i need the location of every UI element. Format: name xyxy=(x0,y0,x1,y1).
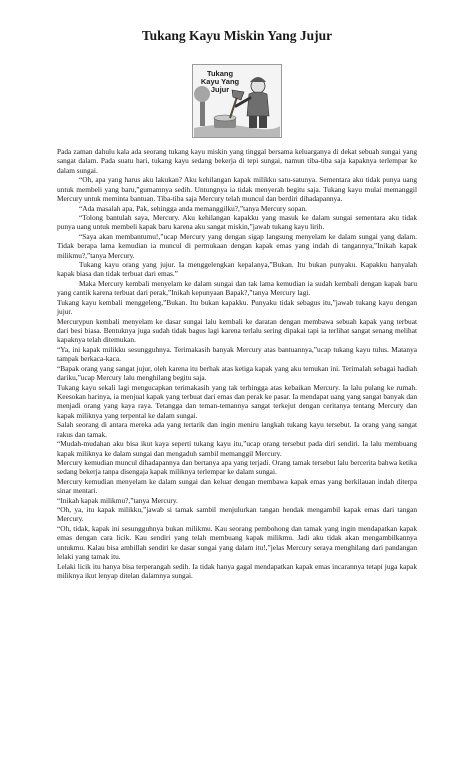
story-paragraph: Pada zaman dahulu kala ada seorang tukang kayu miskin yang tinggal bersama keluarganya di dekat sebuah sungai yang sangat dalam. Pada suatu hari, tukang kayu sedang bekerja di tepi sungai, namun tiba-tiba saja kapaknya terlempar ke dalam sungai. xyxy=(57,147,417,175)
woodcutter-illustration xyxy=(192,64,282,138)
story-paragraph: “Mudah-mudahan aku bisa ikut kaya seperti tukang kayu itu,”ucap orang tersebut pada diri sendiri. Ia lalu membuang kapak miliknya ke dalam sungai dan mengaduh sambil memanggil Mercury. xyxy=(57,439,417,458)
story-paragraph: “Oh, ya, itu kapak milikku,”jawab si tamak sambil menjulurkan tangan hendak mengambil kapak emas dari tangan Mercury. xyxy=(57,505,417,524)
story-paragraph: Tukang kayu orang yang jujur. Ia menggelengkan kepalanya,”Bukan. Itu bukan punyaku. Kapakku hanyalah kapak biasa dan tidak terbuat dari emas.” xyxy=(57,260,417,279)
story-paragraph: “Tolong bantulah saya, Mercury. Aku kehilangan kapakku yang masuk ke dalam sungai sementara aku tidak punya uang untuk membeli kapak baru karena aku sangat miskin,”jawab tukang kayu lirih. xyxy=(57,212,417,232)
story-paragraph: “Ya, ini kapak milikku sesungguhnya. Terimakasih banyak Mercury atas bantuannya,”ucap tukang kayu tulus. Matanya tampak berkaca-kaca. xyxy=(57,344,417,364)
story-body xyxy=(57,147,417,580)
story-paragraph: Mercury kemudian menyelam ke dalam sungai dan keluar dengan membawa kapak emas yang berkilauan indah diterpa sinar mentari. xyxy=(57,476,417,496)
story-paragraph: Lelaki licik itu hanya bisa terperangah sedih. Ia tidak hanya gagal mendapatkan kapak emas incarannya tetapi juga kapak miliknya ikut lenyap ditelan dalamnya sungai. xyxy=(57,561,417,580)
story-paragraph: “Saya akan membantumu!,”ucap Mercury yang dengan sigap langsung menyelam ke dalam sungai yang dalam. Tidak berapa lama kemudian ia muncul di permukaan dengan kapak emas yang indah di tangannya,”Inikah kapak milikmu?,”tanya Mercury. xyxy=(57,231,417,260)
story-paragraph: Mercury kemudian muncul dihadapannya dan bertanya apa yang terjadi. Orang tamak tersebut lalu bercerita bahwa ketika sedang bekerja tanpa disengaja kapak miliknya terlempar ke dalam sungai. xyxy=(57,457,417,477)
story-paragraph: “Bapak orang yang sangat jujur, oleh karena itu berhak atas ketiga kapak yang aku temukan ini. Terimalah sebagai hadiah dariku,”ucap Mercury lalu menghilang begitu saja. xyxy=(57,363,417,383)
story-paragraph: Tukang kayu sekali lagi mengucapkan terimakasih yang tak terhingga atas kebaikan Mercury. Ia lalu pulang ke rumah. Keesokan harinya, ia menjual kapak yang terbuat dari emas dan perak ke pasar. Ia mendapat uang yang sangat banyak dan menjadi orang yang kaya raya. Tetangga dan teman-temannya sangat terkejut dengan ceritanya tentang Mercury dan kapak miliknya yang terpental ke dalam sungai. xyxy=(57,382,417,420)
story-paragraph: Mercurypun kembali menyelam ke dasar sungai lalu kembali ke daratan dengan membawa sebuah kapak yang terbuat dari besi biasa. Bentuknya juga sudah tidak bagus lagi karena terlalu sering dipakai tapi ia terlihat sangat senang melihat kapaknya telah ditemukan. xyxy=(57,316,417,345)
story-paragraph: Salah seorang di antara mereka ada yang tertarik dan ingin meniru langkah tukang kayu tersebut. Ia orang yang sangat rakus dan tamak. xyxy=(57,420,417,439)
story-paragraph: Maka Mercury kembali menyelam ke dalam sungai dan tak lama kemudian ia sudah kembali dengan kapak baru yang cantik karena terbuat dari perak,”Inikah kepunyaan Bapak?,”tanya Mercury lagi. xyxy=(57,278,417,298)
story-paragraph: “Oh, tidak, kapak ini sesungguhnya bukan milikmu. Kau seorang pembohong dan tamak yang ingin mendapatkan kapak emas dengan cara licik. Kau sendiri yang telah membuang kapak milikmu. Jadi aku tidak akan mengambilkannya untukmu. Kalau bisa ambillah sendiri ke dasar sungai yang dalam itu!,”jelas Mercury seraya menghilang dari pandangan lelaki yang tamak itu. xyxy=(57,523,417,562)
story-paragraph: “Oh, apa yang harus aku lakukan? Aku kehilangan kapak milikku satu-satunya. Sementara aku tidak punya uang untuk membeli yang baru,”gumamnya sedih. Untungnya ia tidak menyerah begitu saja. Tukang kayu mulai memanggil Mercury untuk meminta bantuan. Tiba-tiba saja Mercury telah muncul dan berdiri dihadapannya. xyxy=(57,175,417,204)
story-paragraph: “Ada masalah apa, Pak, sehingga anda memanggilku?,”tanya Mercury sopan. xyxy=(79,203,307,213)
story-title: Tukang Kayu Miskin Yang Jujur xyxy=(141,28,333,43)
story-paragraph: “Inikah kapak milikmu?,”tanya Mercury. xyxy=(57,495,178,505)
illustration-label: Tukang Kayu Yang Jujur xyxy=(200,69,240,94)
story-paragraph: Tukang kayu kembali menggeleng,”Bukan. Itu bukan kapakku. Punyaku tidak sebagus itu,”jawab tukang kayu dengan jujur. xyxy=(57,297,417,317)
